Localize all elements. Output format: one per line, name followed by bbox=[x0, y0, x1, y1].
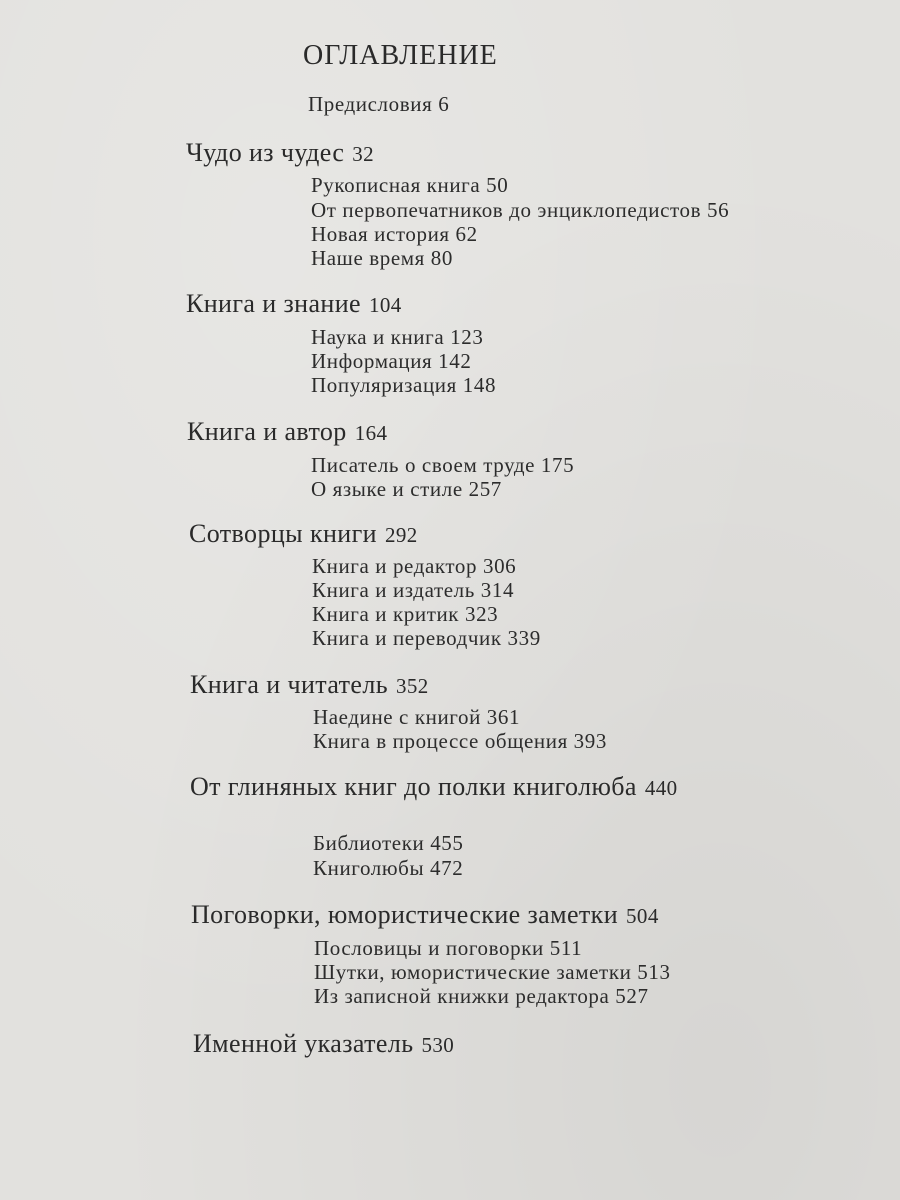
toc-chapter bbox=[191, 900, 659, 930]
toc-chapter bbox=[186, 138, 374, 168]
toc-subentry: Книга и критик 323 bbox=[312, 602, 499, 626]
toc-subentry: Книга и переводчик 339 bbox=[312, 626, 541, 650]
toc-subentry: Книга и издатель 314 bbox=[312, 578, 515, 602]
toc-subentry: Из записной книжки редактора 527 bbox=[314, 984, 649, 1008]
chapter-title: Поговорки, юмористические заметки bbox=[191, 900, 619, 929]
toc-chapter bbox=[186, 289, 402, 319]
toc-subentry: Наука и книга 123 bbox=[311, 325, 484, 349]
toc-chapter bbox=[187, 417, 387, 447]
toc-chapter bbox=[190, 670, 429, 700]
page-title: ОГЛАВЛЕНИЕ bbox=[303, 40, 498, 71]
chapter-title: От глиняных книг до полки книголюба bbox=[190, 772, 637, 801]
chapter-page: 530 bbox=[421, 1033, 455, 1057]
toc-subentry: Шутки, юмористические заметки 513 bbox=[314, 960, 671, 984]
chapter-title: Книга и знание bbox=[186, 289, 361, 318]
chapter-title: Именной указатель bbox=[193, 1029, 414, 1058]
toc-chapter bbox=[190, 772, 678, 802]
toc-subentry: Писатель о своем труде 175 bbox=[311, 453, 575, 477]
toc-subentry: Книголюбы 472 bbox=[313, 856, 464, 880]
toc-subentry: От первопечатников до энциклопедистов 56 bbox=[311, 198, 730, 222]
toc-subentry: Информация 142 bbox=[311, 349, 472, 373]
toc-subentry: Книга в процессе общения 393 bbox=[313, 729, 607, 753]
toc-subentry: Книга и редактор 306 bbox=[312, 554, 517, 578]
chapter-page: 352 bbox=[395, 674, 429, 698]
toc-subentry: Наедине с книгой 361 bbox=[313, 705, 521, 729]
toc-subentry: Библиотеки 455 bbox=[313, 831, 464, 855]
toc-subentry: Популяризация 148 bbox=[311, 373, 497, 397]
chapter-page: 292 bbox=[384, 523, 418, 547]
toc-subentry: Наше время 80 bbox=[311, 246, 453, 270]
chapter-title: Чудо из чудес bbox=[186, 138, 345, 167]
toc-chapter bbox=[189, 519, 418, 549]
chapter-title: Книга и автор bbox=[187, 417, 347, 446]
toc-subentry: Новая история 62 bbox=[311, 222, 478, 246]
toc-entry-preface: Предисловия 6 bbox=[308, 92, 450, 116]
chapter-page: 164 bbox=[354, 421, 388, 445]
toc-subentry: Пословицы и поговорки 511 bbox=[314, 936, 583, 960]
chapter-page: 440 bbox=[644, 776, 678, 800]
toc-chapter bbox=[193, 1029, 454, 1059]
toc-subentry: Рукописная книга 50 bbox=[311, 173, 509, 197]
toc-subentry: О языке и стиле 257 bbox=[311, 477, 502, 501]
chapter-page: 104 bbox=[368, 293, 402, 317]
chapter-title: Книга и читатель bbox=[190, 670, 388, 699]
chapter-page: 32 bbox=[352, 142, 375, 166]
chapter-page: 504 bbox=[626, 904, 659, 928]
chapter-title: Сотворцы книги bbox=[189, 519, 377, 548]
